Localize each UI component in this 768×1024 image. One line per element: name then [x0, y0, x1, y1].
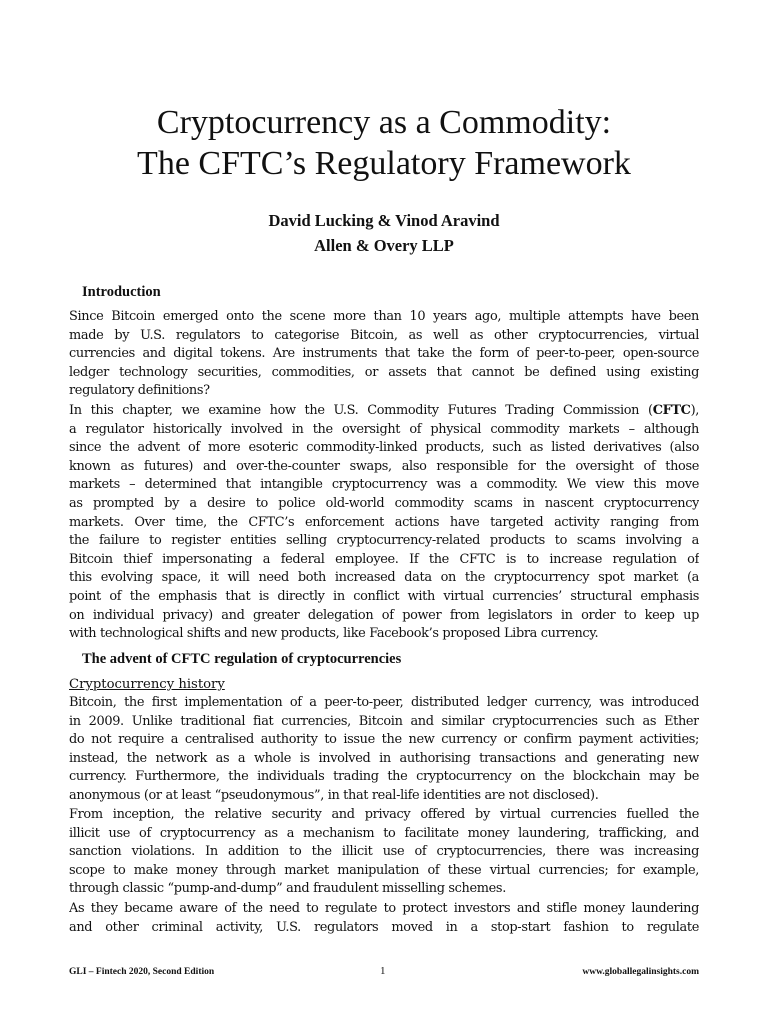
text-line: As they became aware of the need to regulate to protect investors and stifle money laundering: [69, 901, 699, 916]
history-paragraph-3: [69, 900, 699, 937]
history-paragraph-2: [69, 806, 699, 899]
text-line: currency. Furthermore, the individuals trading the cryptocurrency on the blockchain may be: [69, 769, 699, 785]
section-heading: The advent of CFTC regulation of cryptocurrencies: [82, 651, 402, 667]
text-line: markets. Over time, the CFTC’s enforcement actions have targeted activity ranging from: [69, 514, 699, 530]
text-line: Since Bitcoin emerged onto the scene more than 10 years ago, multiple attempts have been: [69, 309, 699, 324]
text-line: as prompted by a desire to police old-world commodity scams in nascent cryptocurrency: [69, 495, 699, 511]
cftc-abbrev: CFTC: [652, 403, 691, 418]
text-line: known as futures) and over-the-counter swaps, also responsible for the oversight of those: [69, 458, 699, 474]
text-line: [69, 402, 699, 421]
text-line: anonymous (or at least “pseudonymous”, in that real-life identities are not disclosed).: [69, 787, 599, 803]
footer-publication: GLI – Fintech 2020, Second Edition: [69, 967, 215, 977]
text-line: this evolving space, it will need both increased data on the cryptocurrency spot market (a: [69, 570, 699, 586]
intro-paragraph-2: [69, 402, 699, 644]
text-line: sanction violations. In addition to the illicit use of cryptocurrencies, there was increasing: [69, 844, 699, 860]
text-run: In this chapter, we examine how the U.S. Commodity Futures Trading Commission (: [69, 403, 653, 418]
text-line: on individual privacy) and greater delegation of power from legislators in order to keep up: [69, 607, 699, 623]
title-line-2: The CFTC’s Regulatory Framework: [137, 145, 631, 182]
document-title: [0, 102, 768, 184]
history-paragraph-1: [69, 694, 699, 806]
text-line: a regulator historically involved in the oversight of physical commodity markets – although: [69, 421, 699, 437]
text-run: ),: [690, 403, 699, 418]
text-line: regulatory definitions?: [69, 383, 210, 399]
text-line: since the advent of more esoteric commodity-linked products, such as listed derivatives (also: [69, 440, 699, 456]
text-line: From inception, the relative security and privacy offered by virtual currencies fuelled the: [69, 807, 699, 822]
text-line: point of the emphasis that is directly in conflict with virtual currencies’ structural emphasis: [69, 588, 699, 604]
text-line: markets – determined that intangible cryptocurrency was a commodity. We view this move: [69, 477, 699, 493]
author-block: [0, 208, 768, 258]
text-line: made by U.S. regulators to categorise Bitcoin, as well as other cryptocurrencies, virtual: [69, 327, 699, 343]
text-line: illicit use of cryptocurrency as a mechanism to facilitate money laundering, trafficking, and: [69, 825, 699, 841]
firm: Allen & Overy LLP: [314, 236, 454, 255]
text-line: through classic “pump-and-dump” and fraudulent misselling schemes.: [69, 881, 506, 897]
page-number: 1: [380, 965, 386, 977]
authors: David Lucking & Vinod Aravind: [268, 211, 500, 230]
text-line: do not require a centralised authority to issue the new currency or confirm payment activities;: [69, 732, 699, 748]
intro-paragraph-1: [69, 308, 699, 401]
text-line: with technological shifts and new products, like Facebook’s proposed Libra currency.: [69, 626, 599, 642]
text-line: the failure to register entities selling cryptocurrency-related products to scams involving a: [69, 533, 699, 549]
text-line: Bitcoin, the first implementation of a peer-to-peer, distributed ledger currency, was introduced: [69, 695, 699, 710]
title-line-1: Cryptocurrency as a Commodity:: [156, 104, 612, 141]
subsection-heading: Cryptocurrency history: [69, 677, 225, 692]
footer-website[interactable]: www.globallegalinsights.com: [582, 967, 699, 977]
text-line: currencies and digital tokens. Are instruments that take the form of peer-to-peer, open-source: [69, 346, 699, 362]
text-line: in 2009. Unlike traditional fiat currencies, Bitcoin and similar cryptocurrencies such as Ether: [69, 713, 699, 729]
text-line: scope to make money through market manipulation of these virtual currencies; for example,: [69, 862, 699, 878]
intro-heading: Introduction: [82, 284, 161, 300]
text-line: ledger technology securities, commodities, or assets that cannot be defined using existing: [69, 364, 699, 380]
text-line: Bitcoin thief impersonating a federal employee. If the CFTC is to increase regulation of: [69, 551, 699, 567]
text-line: and other criminal activity, U.S. regulators moved in a stop-start fashion to regulate: [69, 919, 699, 935]
text-line: instead, the network as a whole is involved in authorising transactions and generating new: [69, 750, 699, 766]
